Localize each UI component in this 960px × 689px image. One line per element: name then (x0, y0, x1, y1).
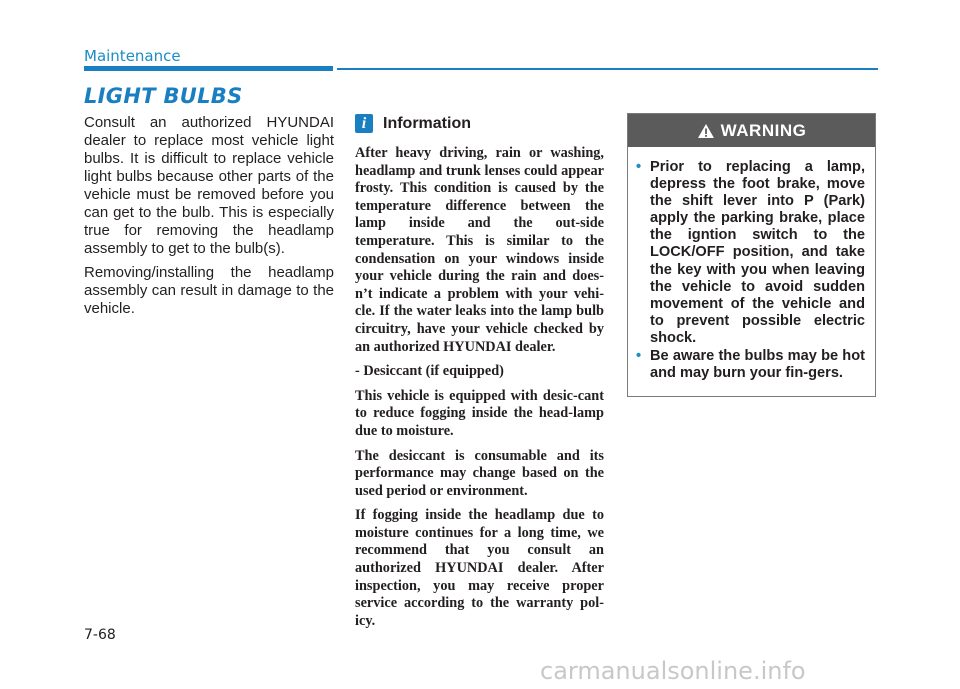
section-label: Maintenance (84, 47, 181, 65)
warning-item-text: Prior to replacing a lamp, depress the foot brake, move the shift lever into P (Park) apply the parking brake, place the igntion switch to the LOCK/OFF position, and take the key with you when leaving the vehicle to avoid sudden movement of the vehicle and to prevent possible electric shock. (650, 159, 865, 346)
info-paragraph-4: The desiccant is consumable and its performance may change based on the used period or environment. (355, 447, 604, 499)
warning-item (636, 348, 865, 382)
header-rule-thick (84, 66, 333, 71)
warning-triangle-icon (697, 123, 715, 139)
page-title: LIGHT BULBS (84, 84, 243, 108)
information-title: Information (383, 114, 471, 132)
bullet-icon: • (636, 348, 642, 365)
left-paragraph-1: Consult an authorized HYUNDAI dealer to replace most vehicle light bulbs. It is difficult to replace vehicle light bulbs because other parts of the vehicle must be removed before you can get to the bulb. This is especially true for removing the headlamp assembly to get to the bulb(s). (84, 114, 334, 257)
warning-item-text: Be aware the bulbs may be hot and may burn your fin-gers. (650, 348, 865, 382)
header-rule-thin (337, 68, 878, 70)
watermark: carmanualsonline.info (540, 657, 806, 685)
info-paragraph-5: If fogging inside the headlamp due to moisture continues for a long time, we recommend that you consult an authorized HYUNDAI dealer. After inspection, you may receive proper service according to the warranty pol-icy. (355, 507, 604, 629)
information-header (355, 114, 471, 133)
warning-box (627, 113, 876, 397)
warning-header (628, 114, 875, 147)
info-paragraph-1: After heavy driving, rain or washing, headlamp and trunk lenses could appear frosty. This condition is caused by the temperature difference between the lamp inside and the out-side temperature. This is similar to the condensation on your windows inside your vehicle during the rain and does-n’t indicate a problem with your vehi-cle. If the water leaks into the lamp bulb circuitry, have your vehicle checked by an authorized HYUNDAI dealer. (355, 145, 604, 355)
info-paragraph-2: - Desiccant (if equipped) (355, 363, 504, 380)
page-number: 7-68 (84, 627, 116, 643)
bullet-icon: • (636, 159, 642, 175)
info-icon: i (355, 114, 373, 133)
warning-title: WARNING (720, 120, 807, 140)
information-body (355, 145, 604, 637)
left-paragraph-2: Removing/installing the headlamp assembly can result in damage to the vehicle. (84, 264, 334, 317)
left-column (84, 114, 334, 324)
warning-list (628, 147, 875, 382)
info-paragraph-3: This vehicle is equipped with desic-cant to reduce fogging inside the head-lamp due to moisture. (355, 387, 604, 439)
warning-item (636, 159, 865, 347)
